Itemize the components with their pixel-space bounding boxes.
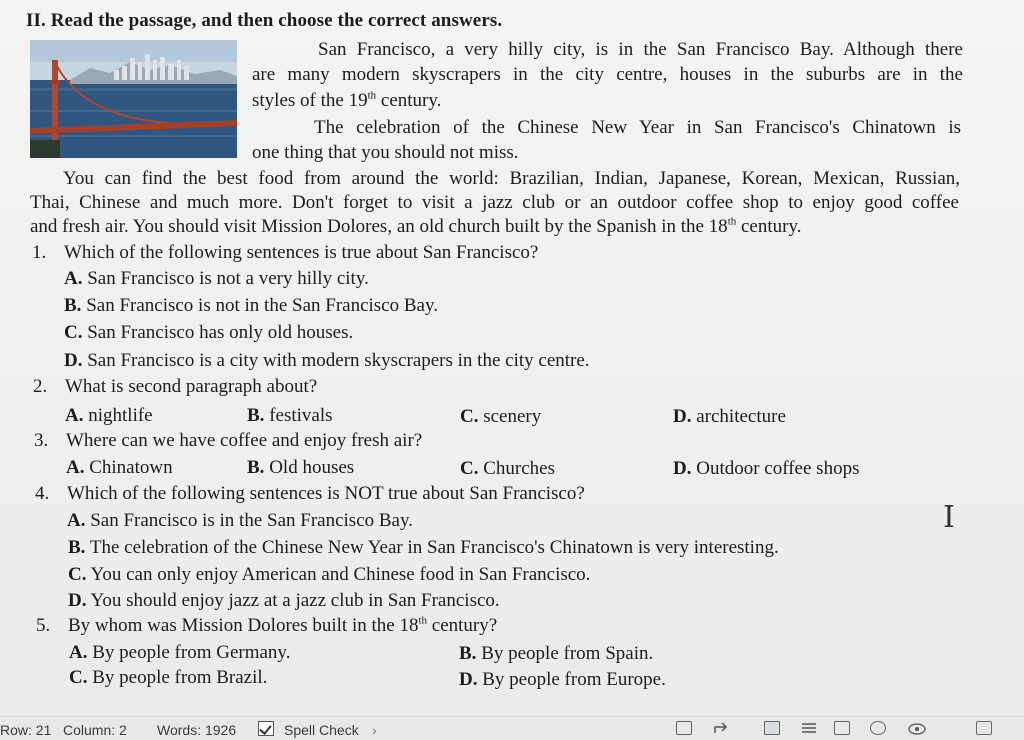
read-mode-icon[interactable]	[764, 721, 780, 735]
question-3-option-c[interactable]: C. Churches	[460, 458, 555, 479]
question-4-option-b[interactable]: B. The celebration of the Chinese New Year in San Francisco's Chinatown is very interesting.	[68, 537, 779, 558]
question-5-option-b[interactable]: B. By people from Spain.	[459, 643, 654, 664]
passage-paragraph-2-line-2: one thing that you should not miss.	[252, 142, 519, 163]
spell-check-icon[interactable]	[258, 721, 274, 736]
outline-view-icon[interactable]	[800, 721, 816, 735]
question-5-option-c[interactable]: C. By people from Brazil.	[69, 667, 268, 688]
section-heading: II. Read the passage, and then choose the correct answers.	[26, 10, 503, 31]
question-4-option-d[interactable]: D. You should enjoy jazz at a jazz club in San Francisco.	[68, 590, 500, 611]
question-5-option-a[interactable]: A. By people from Germany.	[69, 642, 291, 663]
question-1-option-a[interactable]: A. San Francisco is not a very hilly city.	[64, 268, 369, 289]
san-francisco-photo	[30, 40, 237, 158]
passage-paragraph-1-line-2: are many modern skyscrapers in the city centre, houses in the suburbs are in the	[252, 64, 963, 85]
question-4-option-a[interactable]: A. San Francisco is in the San Francisco Bay.	[67, 510, 414, 531]
question-2: 2. What is second paragraph about?	[33, 376, 318, 397]
fullscreen-icon[interactable]	[976, 721, 992, 735]
row-indicator: Row: 21	[0, 722, 52, 738]
word-count: Words: 1926	[157, 722, 237, 738]
question-1-option-b[interactable]: B. San Francisco is not in the San Francisco Bay.	[64, 295, 438, 316]
question-3-option-d[interactable]: D. Outdoor coffee shops	[673, 458, 860, 479]
question-1: 1. Which of the following sentences is true about San Francisco?	[32, 242, 539, 263]
question-2-option-d[interactable]: D. architecture	[673, 406, 786, 427]
question-2-option-a[interactable]: A. nightlife	[65, 405, 153, 426]
question-1-option-c[interactable]: C. San Francisco has only old houses.	[64, 322, 354, 343]
passage-paragraph-3-line-3: and fresh air. You should visit Mission Dolores, an old church built by the Spanish in the 18th century.	[30, 215, 802, 237]
passage-paragraph-3-line-2: Thai, Chinese and much more. Don't forget to visit a jazz club or an outdoor coffee shop to enjoy good coffee	[30, 192, 959, 213]
passage-paragraph-1-line-1: San Francisco, a very hilly city, is in the San Francisco Bay. Although there	[318, 39, 963, 60]
passage-paragraph-3-line-1: You can find the best food from around the world: Brazilian, Indian, Japanese, Korean, Mexican, Russian,	[63, 168, 960, 189]
question-1-option-d[interactable]: D. San Francisco is a city with modern skyscrapers in the city centre.	[64, 350, 590, 371]
question-2-option-b[interactable]: B. festivals	[247, 405, 333, 426]
passage-paragraph-1-line-3: styles of the 19th century.	[252, 89, 442, 111]
question-2-option-c[interactable]: C. scenery	[460, 406, 542, 427]
spell-check-arrow-icon[interactable]: ›	[372, 722, 377, 738]
text-cursor-icon: I	[943, 500, 955, 535]
column-indicator: Column: 2	[63, 722, 127, 738]
status-bar	[0, 716, 1024, 740]
redo-icon[interactable]	[712, 721, 728, 735]
question-5-option-d[interactable]: D. By people from Europe.	[459, 669, 666, 690]
question-5: 5. By whom was Mission Dolores built in the 18th century?	[36, 614, 498, 636]
passage-paragraph-2-line-1: The celebration of the Chinese New Year in San Francisco's Chinatown is	[314, 117, 961, 138]
question-3-option-a[interactable]: A. Chinatown	[66, 457, 173, 478]
question-3: 3. Where can we have coffee and enjoy fresh air?	[34, 430, 423, 451]
question-4: 4. Which of the following sentences is NOT true about San Francisco?	[35, 483, 585, 504]
eye-protection-icon[interactable]	[906, 721, 922, 735]
spell-check-button[interactable]: Spell Check	[284, 722, 359, 738]
question-3-option-b[interactable]: B. Old houses	[247, 457, 355, 478]
web-view-icon[interactable]	[870, 721, 886, 735]
page-view-icon[interactable]	[676, 721, 692, 735]
question-4-option-c[interactable]: C. You can only enjoy American and Chinese food in San Francisco.	[68, 564, 591, 585]
book-view-icon[interactable]	[834, 721, 850, 735]
